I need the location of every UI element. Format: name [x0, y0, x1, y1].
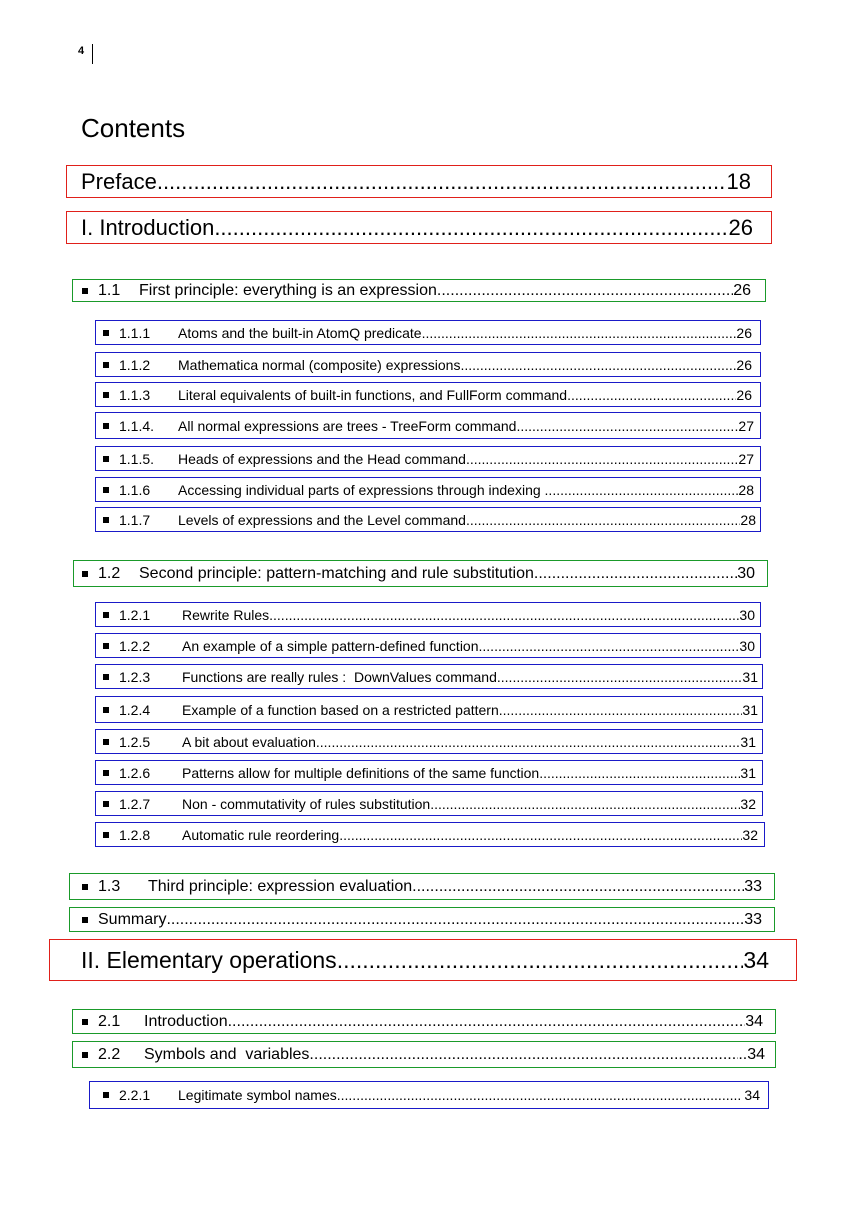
toc-entry-page: 34: [743, 946, 769, 973]
toc-entry-text: Rewrite Rules: [182, 606, 270, 623]
toc-entry-number: 1.2.7: [119, 795, 151, 812]
dot-leader: [430, 796, 740, 812]
bullet-icon: [82, 288, 88, 294]
dot-leader: [460, 357, 736, 373]
toc-entry-number: 1.1.5.: [119, 450, 155, 467]
bullet-icon: [103, 612, 109, 618]
toc-entry-text: I. Introduction: [81, 214, 215, 240]
toc-entry-page: 31: [740, 733, 756, 750]
toc-entry-number: 1.2.2: [119, 637, 151, 654]
toc-entry-page: 34: [745, 1012, 763, 1030]
toc-entry-text: Summary: [98, 910, 167, 928]
dot-leader: [466, 512, 740, 528]
dot-leader: [466, 451, 738, 467]
toc-entry-text: Non - commutativity of rules substitution: [182, 795, 431, 812]
toc-entry-number: 1.2: [98, 564, 121, 582]
toc-entry-number: 1.1.2: [119, 356, 151, 373]
toc-entry-page: 31: [740, 764, 756, 781]
toc-entry-text: Accessing individual parts of expressions through indexing: [178, 481, 545, 498]
bullet-icon: [103, 392, 109, 398]
bullet-icon: [103, 707, 109, 713]
toc-entry-text: Levels of expressions and the Level command: [178, 511, 466, 528]
toc-entry-text: Mathematica normal (composite) expressions: [178, 356, 461, 373]
dot-leader: [539, 765, 740, 781]
dot-leader: [316, 734, 741, 750]
dot-leader: [337, 947, 744, 974]
toc-entry-number: 1.1.7: [119, 511, 151, 528]
bullet-icon: [82, 1019, 88, 1025]
dot-leader: [422, 325, 737, 341]
toc-entry-1-2-2[interactable]: [95, 633, 761, 658]
toc-entry-text: All normal expressions are trees - TreeForm command: [178, 417, 517, 434]
toc-entry-page: 26: [728, 214, 753, 240]
toc-entry-page: 32: [742, 826, 758, 843]
toc-entry-page: 30: [739, 637, 755, 654]
dot-leader: [214, 215, 728, 241]
toc-entry-number: 1.1.6: [119, 481, 151, 498]
toc-entry-elementary-operations[interactable]: [49, 939, 797, 981]
toc-entry-number: 1.1.3: [119, 386, 151, 403]
dot-leader: [499, 702, 743, 718]
toc-entry-page: ..34: [738, 1045, 765, 1063]
toc-entry-number: 1.2.1: [119, 606, 151, 623]
toc-entry-1-3[interactable]: [69, 873, 775, 900]
bullet-icon: [103, 517, 109, 523]
bullet-icon: [82, 1052, 88, 1058]
toc-entry-number: 2.2.1: [119, 1087, 151, 1103]
dot-leader: [309, 1046, 738, 1064]
toc-entry-page: 30: [739, 606, 755, 623]
toc-entry-text: Introduction: [144, 1012, 228, 1030]
page-number: 4: [78, 45, 85, 57]
toc-entry-1-1-5[interactable]: [95, 446, 761, 471]
toc-entry-preface[interactable]: [66, 165, 772, 198]
toc-entry-1-2-5[interactable]: [95, 729, 763, 754]
toc-entry-1-1-7[interactable]: [95, 507, 761, 532]
bullet-icon: [82, 884, 88, 890]
dot-leader: [534, 565, 737, 583]
bullet-icon: [103, 770, 109, 776]
toc-entry-number: 2.2: [98, 1045, 121, 1063]
toc-entry-2-2-1[interactable]: [89, 1081, 769, 1109]
bullet-icon: [82, 917, 88, 923]
bullet-icon: [103, 801, 109, 807]
toc-entry-text: Symbols and variables: [144, 1045, 310, 1063]
dot-leader: [166, 911, 744, 929]
toc-entry-number: 1.2.8: [119, 826, 151, 843]
toc-entry-page: 26: [736, 386, 752, 403]
toc-entry-number: 1.2.5: [119, 733, 151, 750]
bullet-icon: [103, 423, 109, 429]
toc-entry-1-1-2[interactable]: [95, 352, 761, 377]
toc-entry-number: 1.1.4.: [119, 417, 155, 434]
toc-entry-summary[interactable]: [69, 907, 775, 932]
toc-entry-1-1-1[interactable]: [95, 320, 761, 345]
toc-entry-text: Heads of expressions and the Head command: [178, 450, 466, 467]
toc-entry-1-1-6[interactable]: [95, 477, 761, 502]
toc-entry-number: 1.1.1: [119, 324, 151, 341]
toc-entry-1-2[interactable]: [73, 560, 768, 587]
toc-entry-number: 1.2.3: [119, 668, 151, 685]
toc-entry-1-1-3[interactable]: [95, 382, 761, 407]
page-number-rule: [92, 44, 93, 64]
dot-leader: [497, 669, 743, 685]
dot-leader: [516, 418, 734, 434]
toc-entry-2-1[interactable]: [72, 1009, 776, 1034]
toc-entry-page: 30: [737, 564, 755, 582]
toc-entry-1-2-1[interactable]: [95, 602, 761, 627]
dot-leader: [437, 282, 733, 300]
toc-entry-number: 1.2.4: [119, 701, 151, 718]
bullet-icon: [103, 330, 109, 336]
dot-leader: [412, 878, 744, 896]
toc-entry-text: Third principle: expression evaluation: [148, 877, 413, 895]
toc-entry-page: 32: [740, 795, 756, 812]
dot-leader: [567, 387, 736, 403]
bullet-icon: [82, 571, 88, 577]
toc-entry-page: 18: [726, 168, 751, 194]
toc-entry-1-2-7[interactable]: [95, 791, 763, 816]
toc-entry-text: A bit about evaluation: [182, 733, 316, 750]
bullet-icon: [103, 832, 109, 838]
toc-entry-page: 33: [744, 877, 762, 895]
dot-leader: [269, 607, 739, 623]
toc-entry-number: 1.2.6: [119, 764, 151, 781]
toc-entry-2-2[interactable]: [72, 1041, 776, 1068]
toc-entry-page: 34: [740, 1087, 760, 1103]
toc-entry-1-2-3[interactable]: [95, 664, 763, 689]
bullet-icon: [103, 487, 109, 493]
toc-entry-text: Patterns allow for multiple definitions of the same function: [182, 764, 540, 781]
dot-leader: [228, 1013, 746, 1031]
toc-entry-text: First principle: everything is an expression: [139, 281, 437, 299]
toc-entry-page: .27: [734, 417, 754, 434]
toc-entry-text: Preface: [81, 168, 157, 194]
toc-entry-page: 28: [738, 481, 754, 498]
toc-entry-text: Second principle: pattern-matching and rule substitution: [139, 564, 534, 582]
toc-entry-page: 28: [740, 511, 756, 528]
toc-entry-number: 1.3: [98, 877, 121, 895]
toc-entry-page: 26: [736, 356, 752, 373]
toc-entry-text: Literal equivalents of built-in functions, and FullForm command: [178, 386, 568, 403]
toc-entry-page: 31: [742, 668, 758, 685]
toc-entry-text: Functions are really rules : DownValues command: [182, 668, 497, 685]
bullet-icon: [103, 362, 109, 368]
toc-entry-1-2-8[interactable]: [95, 822, 765, 847]
toc-entry-introduction[interactable]: [66, 211, 772, 244]
toc-entry-text: Atoms and the built-in AtomQ predicate: [178, 324, 422, 341]
toc-entry-page: 26: [733, 281, 751, 299]
toc-entry-1-1[interactable]: [72, 279, 766, 302]
toc-entry-page: 31: [742, 701, 758, 718]
toc-entry-text: An example of a simple pattern-defined function: [182, 637, 479, 654]
toc-entry-number: 2.1: [98, 1012, 121, 1030]
bullet-icon: [103, 456, 109, 462]
bullet-icon: [103, 739, 109, 745]
dot-leader: [339, 827, 742, 843]
toc-entry-number: 1.1: [98, 281, 121, 299]
dot-leader: [337, 1087, 741, 1103]
dot-leader: [545, 482, 739, 498]
toc-entry-text: II. Elementary operations: [81, 946, 337, 973]
toc-entry-1-1-4[interactable]: [95, 412, 761, 439]
toc-entry-text: Example of a function based on a restricted pattern: [182, 701, 499, 718]
bullet-icon: [103, 643, 109, 649]
bullet-icon: [103, 674, 109, 680]
toc-entry-1-2-6[interactable]: [95, 760, 763, 785]
toc-entry-text: Legitimate symbol names: [178, 1087, 337, 1103]
dot-leader: [479, 638, 740, 654]
toc-entry-page: 27: [738, 450, 754, 467]
toc-entry-page: 26: [736, 324, 752, 341]
toc-entry-1-2-4[interactable]: [95, 696, 763, 723]
bullet-icon: [103, 1092, 109, 1098]
dot-leader: [157, 169, 727, 195]
contents-title: Contents: [81, 113, 186, 143]
toc-entry-page: 33: [744, 910, 762, 928]
toc-entry-text: Automatic rule reordering: [182, 826, 340, 843]
